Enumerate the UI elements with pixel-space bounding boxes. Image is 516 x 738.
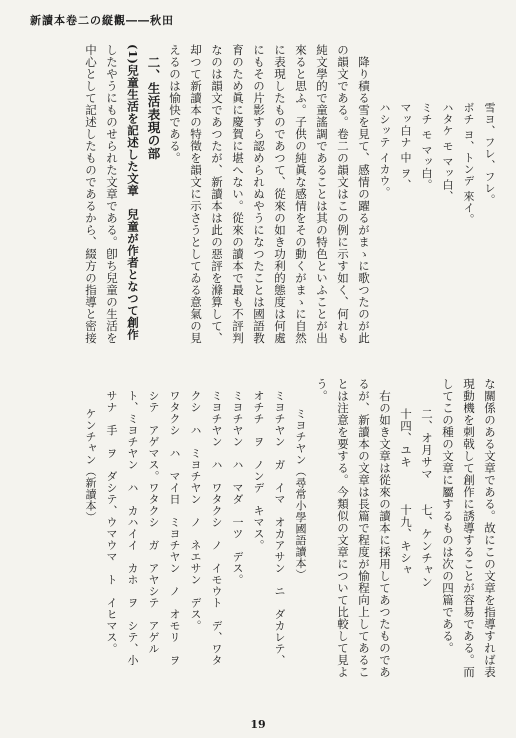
text-column: 中心として記述したものであるから、綴方の指導と密接 bbox=[84, 44, 98, 344]
text-column: ト、ミヨチヤン ハ カハイイ カホ ヲ シテ、小 bbox=[126, 390, 139, 666]
text-column: るが、新讀本の文章は長篇で程度が愉程向上してあるこ bbox=[357, 378, 371, 678]
text-column: シテ アゲマス。ワタクシ ガ アヤシテ アゲル bbox=[147, 390, 160, 655]
text-column: 雪ヨ、フレ、フレ。 bbox=[483, 102, 496, 206]
text-column: えるのは愉快である。 bbox=[168, 44, 182, 164]
text-column: クシ ハ ミヨチヤン ノ ネエサン デス。 bbox=[189, 390, 202, 632]
lower-text-block bbox=[40, 378, 500, 693]
upper-text-block bbox=[40, 44, 500, 352]
text-column: オチチ ヲ ノンデ キマス。 bbox=[252, 390, 265, 551]
text-column: う。 bbox=[315, 378, 329, 402]
text-column: に表現したものであつて、從來の如き功利的態度は何處 bbox=[273, 44, 287, 344]
running-header: 新讀本卷二の縦觀――秋田 bbox=[30, 14, 174, 27]
text-column: ハシッテ イカウ。 bbox=[378, 102, 391, 198]
text-column: 却つて新讀本の特徵を韻文に示さうとしてゐる意氣の見 bbox=[189, 44, 203, 344]
page-number: 19 bbox=[250, 718, 266, 731]
text-column: ワタクシ ハ マイ日 ミヨチヤン ノ オモリ ヲ bbox=[168, 390, 181, 666]
text-column: の韻文である。卷二の韻文はこの例に示す如く、何れも bbox=[336, 44, 350, 344]
text-column: 二、オ月サマ 七、ケンチャン bbox=[420, 408, 434, 588]
text-column: 二、生活表現の部 bbox=[146, 56, 161, 160]
text-column: してこの種の文章に屬するものは次の四篇である。 bbox=[441, 378, 455, 654]
text-column: 純文學的で童謠調であることは其の特色といふことが出 bbox=[315, 44, 329, 344]
text-column: 右の如き文章は從來の讀本に採用してあつたものであ bbox=[378, 390, 392, 678]
text-column: 來ると思ふ。子供の純眞な感情をその動くがまゝに自然 bbox=[294, 44, 308, 344]
text-column: ボチ ヨ、トンデ 來イ。 bbox=[462, 102, 475, 225]
text-column: したやうにものせられた文章である。卽ち兒童の生活を bbox=[105, 44, 119, 344]
text-column: サナ 手 ヲ ダシテ、ウマウマ ト イヒマス。 bbox=[105, 390, 118, 655]
text-column: な關係のある文章である。故にこの文章を指導すれば表 bbox=[483, 378, 497, 678]
text-column: ハタケ モ マッ白、 bbox=[441, 102, 454, 202]
text-column: (1)兒童生活を記述した文章 兒童が作者となつて創作 bbox=[126, 44, 140, 341]
text-column: ケンチャン（新讀本） bbox=[84, 408, 97, 523]
text-column: マッ白ナ 中 ヲ、 bbox=[399, 102, 412, 191]
text-column: 育のため眞に慶賀に堪へない。從來の讀本で最も不評判 bbox=[231, 44, 245, 344]
text-column: ミヨチヤン（尋常小學國語讀本） bbox=[294, 408, 307, 581]
text-column: 現動機を刺戟して創作に誘導することが容易である。而 bbox=[462, 378, 476, 678]
text-column: にもその片影すら認められぬやうになつたことは國語教 bbox=[252, 44, 266, 344]
text-column: 降り積る雪を見て、感情の躍るがまゝに歌つたのが此 bbox=[357, 56, 371, 344]
text-column: ミヨチヤン ハ マダ 一ツ デス。 bbox=[231, 390, 244, 586]
text-column: 十四、ユキ 十九、キシャ bbox=[399, 408, 413, 576]
text-column: ミヨチヤン ガ イマ オカアサン ニ ダカレテ、 bbox=[273, 390, 286, 666]
text-column: ミチ モ マッ白。 bbox=[420, 102, 433, 191]
text-column: なのは韻文であつたが、新讀本は此の惡評を滌算して、 bbox=[210, 44, 224, 344]
text-column: ミヨチヤン ハ ワタクシ ノ イモウト デ、ワタ bbox=[210, 390, 223, 666]
text-column: とは注意を要する。今類似の文章について比較して見よ bbox=[336, 378, 350, 678]
